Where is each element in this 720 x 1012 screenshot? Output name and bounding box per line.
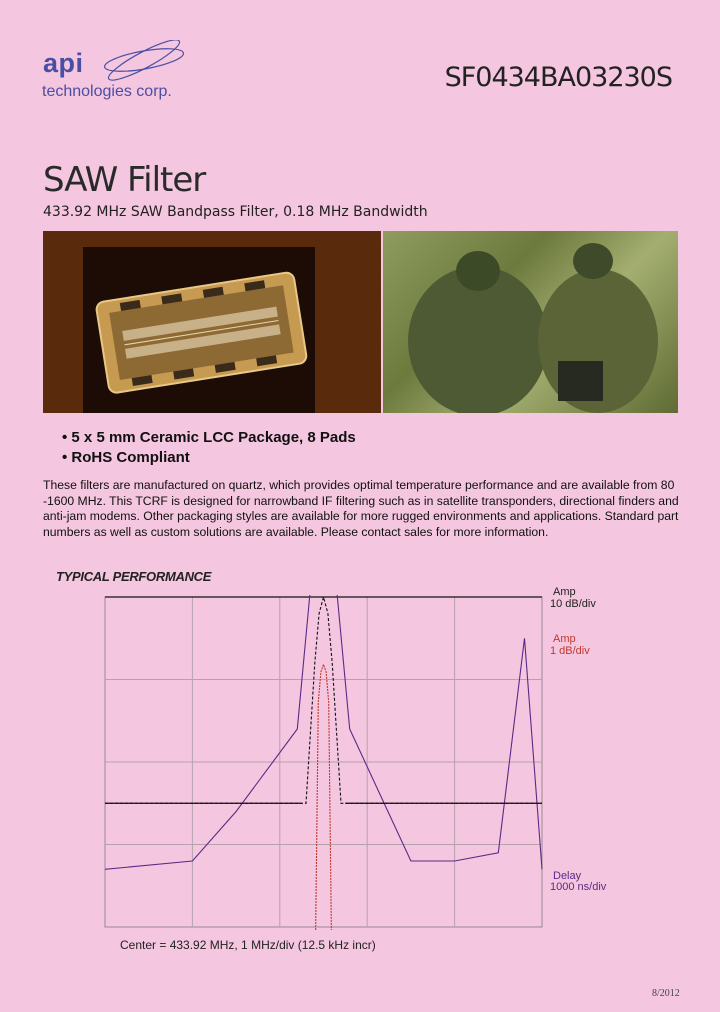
soldiers-field-photo	[383, 231, 678, 413]
product-description: These filters are manufactured on quartz, which provides optimal temperature performance and are available from 80 -1600 MHz. This TCRF is designed for narrowband IF filtering such as in satellite transponders, directional finders and anti-jam modems. Other packaging styles are available for more rugged environments and applications. Standard part numbers as well as custom solutions are available. Please contact sales for more information.	[43, 478, 679, 539]
delay-label: Delay	[553, 870, 582, 882]
revision-date: 8/2012	[652, 988, 680, 999]
chart-center-note: Center = 433.92 MHz, 1 MHz/div (12.5 kHz incr)	[120, 938, 376, 952]
amp1-scale: 1 dB/div	[550, 645, 590, 657]
feature-list	[62, 428, 356, 468]
logo-orbit-icon	[100, 40, 190, 84]
company-tagline: technologies corp.	[42, 83, 172, 100]
feature-item: • 5 x 5 mm Ceramic LCC Package, 8 Pads	[62, 429, 356, 446]
amp1-label: Amp	[553, 633, 576, 645]
part-number: SF0434BA03230S	[444, 62, 672, 93]
feature-item: • RoHS Compliant	[62, 449, 190, 466]
soldiers-image	[383, 231, 678, 413]
page-title: SAW Filter	[43, 160, 206, 200]
page-subtitle: 433.92 MHz SAW Bandpass Filter, 0.18 MHz Bandwidth	[43, 204, 428, 220]
trace-amp-1db	[315, 665, 332, 931]
trace-delay	[105, 595, 542, 869]
chip-image	[83, 247, 315, 413]
trace-amp-10db	[105, 597, 542, 803]
amp10-scale: 10 dB/div	[550, 598, 596, 610]
delay-scale: 1000 ns/div	[550, 881, 607, 893]
performance-heading: TYPICAL PERFORMANCE	[56, 569, 212, 584]
performance-chart	[104, 595, 544, 930]
saw-filter-chip-photo	[43, 231, 381, 413]
amp10-label: Amp	[553, 586, 576, 598]
company-logo-text: api	[43, 48, 84, 78]
